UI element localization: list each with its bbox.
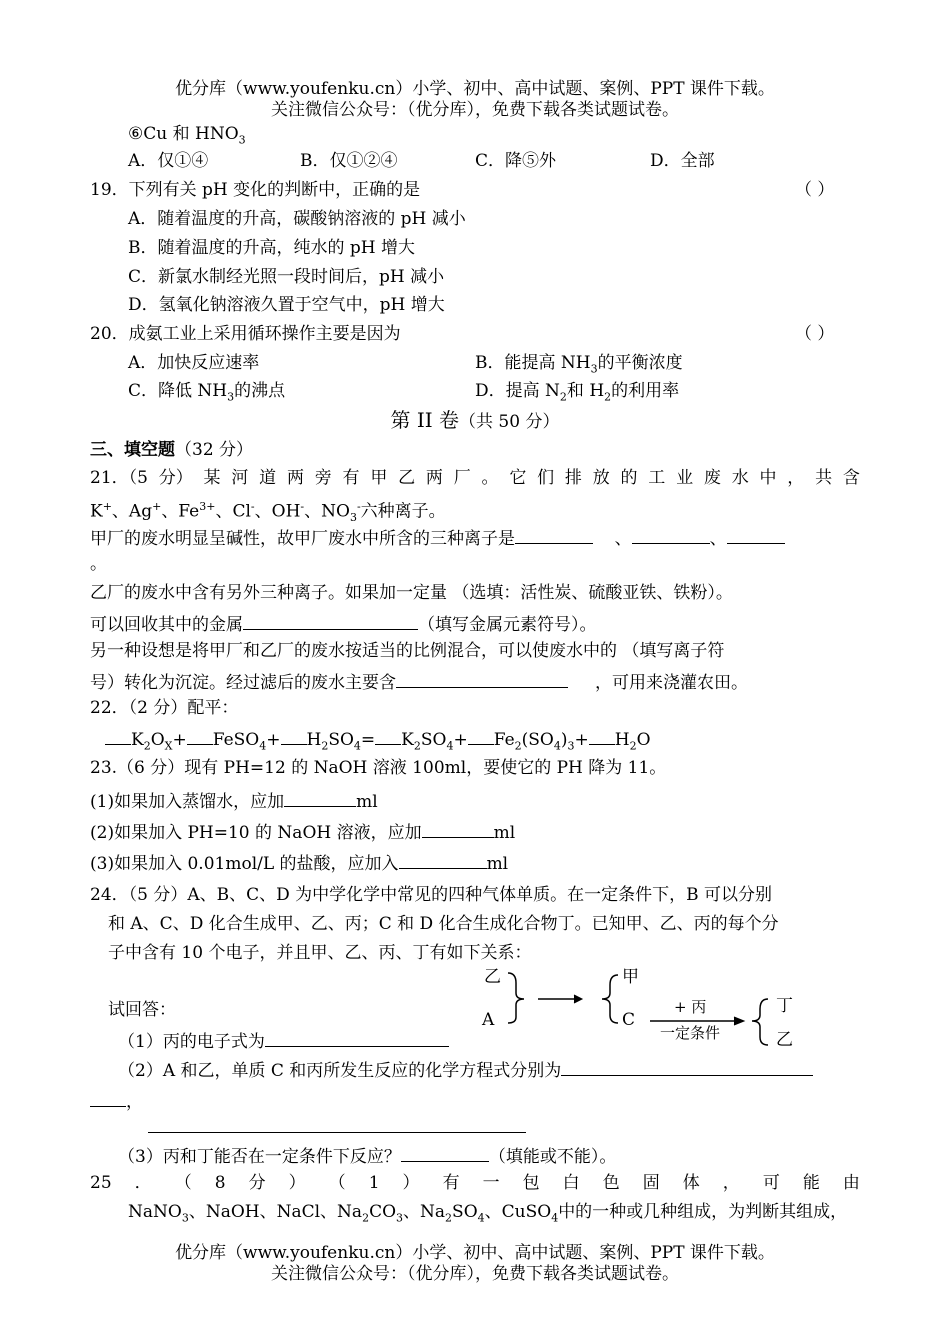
q23-part1: (1)如果加入蒸馏水，应加 ml [90, 788, 378, 813]
q19-stem: 19．下列有关 pH 变化的判断中，正确的是 [90, 180, 421, 200]
left-brace-2 [752, 999, 768, 1045]
q20-paren: （ ） [795, 324, 835, 344]
section3-title: 三、填空题（32 分） [90, 440, 254, 460]
q20-stem: 20．成氨工业上采用循环操作主要是因为 [90, 324, 401, 344]
diagram-plus-bing: + 丙 [674, 998, 707, 1016]
arrow-2-head [734, 1017, 744, 1025]
q20-option-c: C．降低 $NH_3$的沸点 [128, 381, 286, 404]
q21-line4: 。 [90, 554, 107, 574]
q23-part3: (3)如果加入 0.01mol/L 的盐酸，应加入 ml [90, 850, 508, 875]
q21-blank-3[interactable] [727, 525, 785, 544]
q24-blank-1[interactable] [265, 1028, 449, 1047]
q24-blank-2b[interactable] [90, 1088, 126, 1107]
q18-item6: ⑥Cu 和 $HNO_3$ [128, 124, 246, 147]
reaction-diagram [470, 965, 810, 1050]
q19-paren: （ ） [795, 180, 835, 200]
q22-equation: $K_2O_X+$ FeSO$_4$+ $H_2SO_4= K_2SO_4+ Fe_2(SO_4)_3+ H_2O$ [105, 726, 651, 757]
q21-line6: 可以回收其中的金属 （填写金属元素符号）。 [90, 611, 597, 636]
q24-line3: 子中含有 10 个电子，并且甲、乙、丙、丁有如下关系： [108, 943, 532, 963]
q18-option-c: C．降⑤外 [475, 151, 557, 171]
q23-blank-2[interactable] [422, 819, 494, 838]
q23-stem: 23.（6 分）现有 PH=12 的 NaOH 溶液 100ml，要使它的 PH 降为 11。 [90, 758, 667, 778]
q24-part2: （2）A 和乙，单质 C 和丙所发生反应的化学方程式分别为 [118, 1057, 813, 1082]
coef-blank[interactable] [187, 726, 213, 745]
diagram-a: A [482, 1010, 495, 1030]
q21-line1: 21．（5 分） 某 河 道 两 旁 有 甲 乙 两 厂 。 它 们 排 放 的 工 业 废 水 中 ， 共 含 [90, 468, 860, 488]
q25-line1: 25 ． （ 8 分 ） （ 1 ） 有 一 包 白 色 固 体 ， 可 能 由 [90, 1173, 860, 1193]
q18-option-b: B．仅①②④ [300, 151, 398, 171]
q24-part1: （1）丙的电子式为 [118, 1028, 449, 1053]
q22-stem: 22．（2 分）配平： [90, 698, 239, 718]
q24-blank-3[interactable] [148, 1116, 526, 1133]
q21-line3: 甲厂的废水明显呈碱性，故甲厂废水中所含的三种离子是 、 、 [90, 525, 785, 550]
left-brace-1 [602, 975, 618, 1023]
diagram-jia: 甲 [622, 967, 639, 987]
q24-part2-cont: ， [90, 1088, 143, 1113]
coef-blank[interactable] [589, 726, 615, 745]
q21-remain-blank[interactable] [396, 669, 568, 688]
q21-line5: 乙厂的废水中含有另外三种离子。如果加一定量 （选填：活性炭、硫酸亚铁、铁粉）。 [90, 583, 733, 603]
coef-blank[interactable] [105, 726, 131, 745]
q24-ask: 试回答： [108, 1000, 176, 1020]
coef-blank[interactable] [281, 726, 307, 745]
header-line-1: 优分库（www.youfenku.cn）小学、初中、高中试题、案例、PPT 课件下载。 [175, 79, 775, 99]
q23-blank-3[interactable] [399, 850, 487, 869]
diagram-yi: 乙 [484, 967, 501, 987]
q21-blank-2[interactable] [632, 525, 710, 544]
q20-option-a: A．加快反应速率 [128, 353, 260, 373]
q18-option-a: A．仅①④ [128, 151, 209, 171]
part2-title: 第 II 卷（共 50 分） [390, 408, 560, 432]
q21-line7: 另一种设想是将甲厂和乙厂的废水按适当的比例混合，可以使废水中的 （填写离子符 [90, 641, 725, 661]
coef-blank[interactable] [375, 726, 401, 745]
q20-option-d: D．提高 $N_2$和 $H_2$的利用率 [475, 381, 680, 404]
q20-option-b: B．能提高 $NH_3$的平衡浓度 [475, 353, 683, 376]
q19-option-a: A．随着温度的升高，碳酸钠溶液的 pH 减小 [128, 209, 466, 229]
header-line-2: 关注微信公众号：（优分库），免费下载各类试题试卷。 [271, 100, 679, 120]
arrow-1-head [574, 995, 582, 1003]
diagram-ding: 丁 [776, 996, 793, 1016]
footer-line-2: 关注微信公众号：（优分库），免费下载各类试题试卷。 [271, 1264, 679, 1284]
q24-part3: （3）丙和丁能否在一定条件下反应？ （填能或不能）。 [118, 1143, 616, 1168]
diagram-condition: 一定条件 [660, 1024, 721, 1042]
right-brace-1 [508, 973, 524, 1023]
q24-blank-2[interactable] [561, 1057, 813, 1076]
q21-line2: K+、Ag+、$Fe^{3+}$、Cl-、OH-、$NO_3^-$六种离子。 [90, 500, 446, 525]
q23-part2: (2)如果加入 PH=10 的 NaOH 溶液，应加 ml [90, 819, 515, 844]
footer-line-1: 优分库（www.youfenku.cn）小学、初中、高中试题、案例、PPT 课件下载。 [175, 1243, 775, 1263]
q24-blank-4[interactable] [401, 1143, 489, 1162]
q19-option-d: D．氢氧化钠溶液久置于空气中，pH 增大 [128, 295, 445, 315]
q21-line8: 号）转化为沉淀。经过滤后的废水主要含 ，可用来浇灌农田。 [90, 669, 748, 694]
diagram-c: C [622, 1010, 636, 1030]
q23-blank-1[interactable] [284, 788, 356, 807]
q25-line2: NaNO$_3$、NaOH、NaCl、$Na_2CO_3$、$Na_2SO_4$、CuSO$_4$中的一种或几种组成，为判断其组成， [128, 1202, 848, 1225]
q21-blank-1[interactable] [515, 525, 593, 544]
coef-blank[interactable] [468, 726, 494, 745]
q24-line2: 和 A、C、D 化合生成甲、乙、丙；C 和 D 化合生成化合物丁。已知甲、乙、丙的每个分 [108, 914, 779, 934]
q19-option-b: B．随着温度的升高，纯水的 pH 增大 [128, 238, 416, 258]
q24-line1: 24．（5 分）A、B、C、D 为中学化学中常见的四种气体单质。在一定条件下，B 可以分别 [90, 885, 773, 905]
q21-metal-blank[interactable] [243, 611, 418, 630]
diagram-yi2: 乙 [776, 1030, 793, 1050]
q19-option-c: C．新氯水制经光照一段时间后，pH 减小 [128, 267, 445, 287]
q18-option-d: D．全部 [650, 151, 715, 171]
